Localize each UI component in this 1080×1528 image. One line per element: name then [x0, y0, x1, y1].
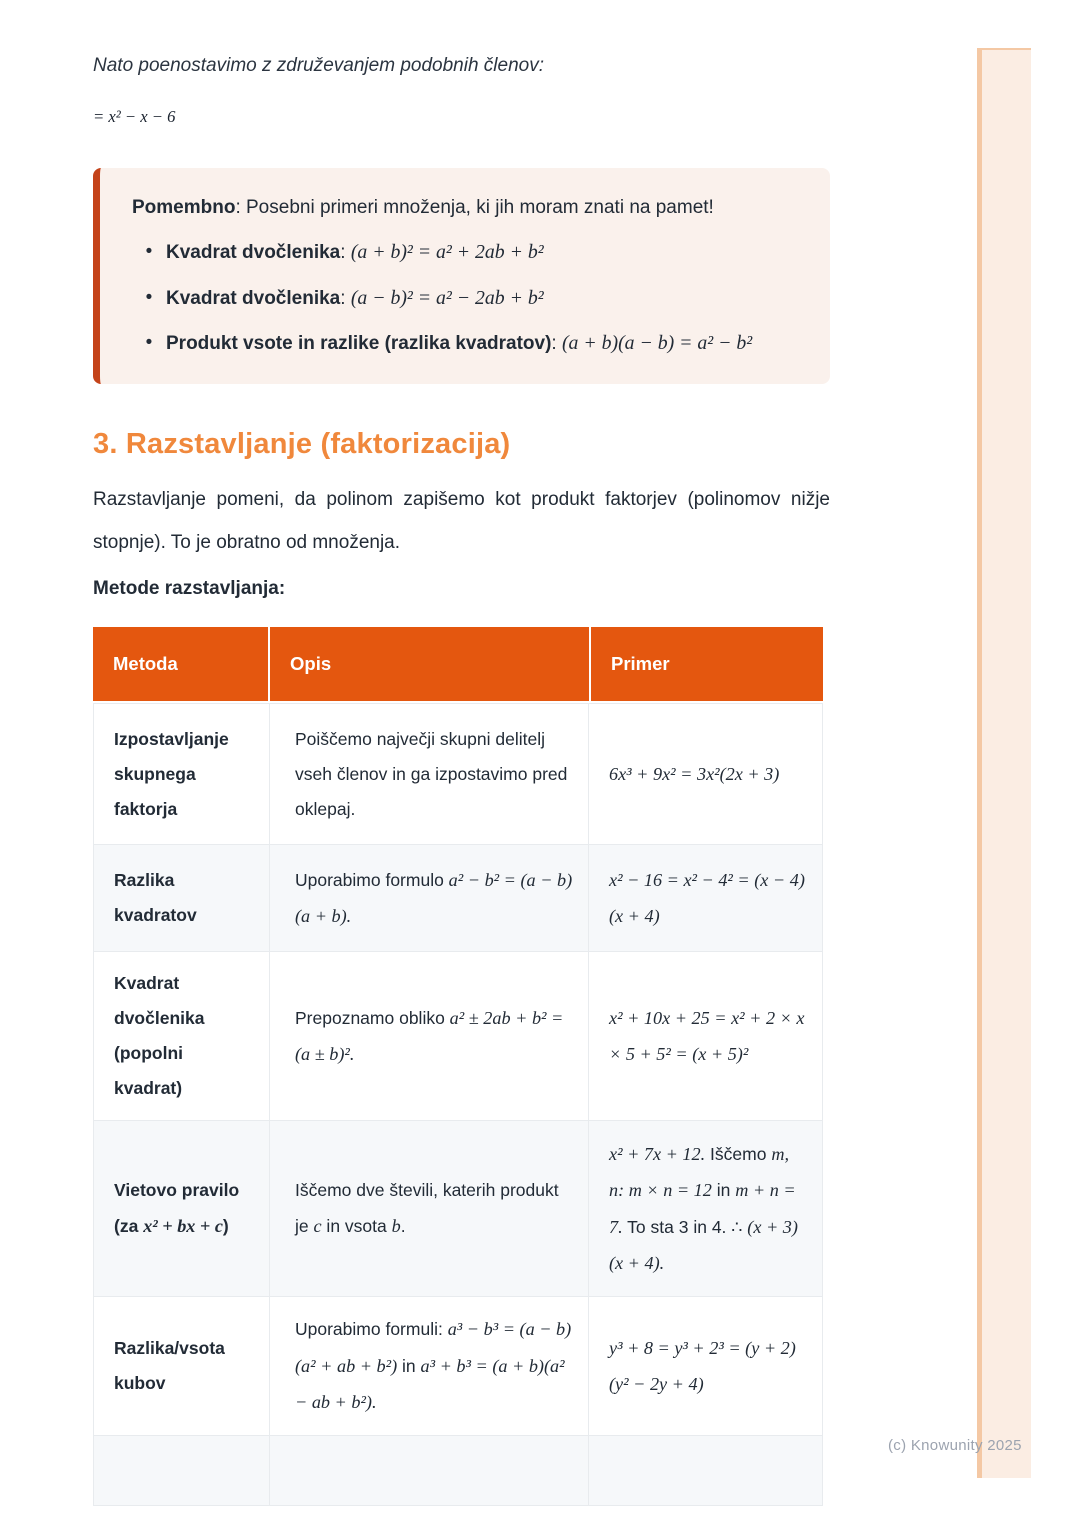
- text-segment: Uporabimo formulo: [295, 869, 449, 890]
- math-text: x² − 16 = x² − 4² = (x − 4)(x + 4): [609, 869, 805, 927]
- callout-list-item: [132, 283, 800, 314]
- cell-opis: [269, 1297, 588, 1434]
- callout-item-text: [166, 237, 800, 268]
- cell-text: [609, 1330, 808, 1403]
- cell-text: [114, 1331, 255, 1401]
- text-segment: Razlika kvadratov: [114, 870, 197, 926]
- cell-opis: [269, 952, 588, 1120]
- cell-opis: [269, 1436, 588, 1505]
- text-segment: To sta 3 in 4. ∴: [622, 1216, 748, 1237]
- math-text: (a + b)(a − b) = a² − b²: [561, 332, 753, 355]
- text-segment: Izpostavljanje skupnega faktorja: [114, 728, 229, 819]
- text-segment: : Posebni primeri množenja, ki jih moram znati na pamet!: [235, 196, 714, 218]
- cell-text: [114, 1173, 255, 1244]
- cell-text: [295, 722, 574, 827]
- important-callout: [93, 168, 830, 384]
- cell-opis: [269, 704, 588, 844]
- table-body: [93, 703, 823, 1505]
- table-header-metoda: Metoda: [93, 627, 268, 701]
- cell-text: [609, 756, 808, 792]
- lead-text: Nato poenostavimo z združevanjem podobnih členov:: [93, 55, 544, 76]
- inline-equation: = x² − x − 6: [93, 106, 176, 126]
- text-segment: Kvadrat dvočlenika (popolni kvadrat): [114, 973, 205, 1099]
- page-content: [93, 0, 830, 1506]
- cell-text: [295, 862, 574, 935]
- cell-text: [609, 862, 808, 935]
- cell-primer: [588, 1436, 822, 1505]
- text-segment: ): [222, 1216, 229, 1237]
- callout-list-item: [132, 237, 800, 268]
- table-row: [94, 951, 822, 1120]
- cell-text: [114, 722, 255, 827]
- cell-primer: [588, 1297, 822, 1434]
- text-segment: Produkt vsote in razlike (razlika kvadratov): [166, 333, 552, 355]
- text-segment: Iščemo: [705, 1144, 772, 1165]
- bullet-icon: •: [145, 240, 153, 262]
- text-segment: Poiščemo največji skupni delitelj vseh členov in ga izpostavimo pred oklepaj.: [295, 728, 568, 819]
- table-row: [94, 1435, 822, 1505]
- text-segment: Kvadrat dvočlenika: [166, 241, 341, 263]
- text-segment: Kvadrat dvočlenika: [166, 287, 341, 309]
- math-text: m, n: m × n = 12: [609, 1144, 789, 1201]
- cell-primer: [588, 845, 822, 951]
- math-text: (a − b)² = a² − 2ab + b²: [350, 286, 544, 309]
- cell-metoda: [94, 952, 269, 1120]
- cell-primer: [588, 704, 822, 844]
- methods-table: [93, 627, 823, 1505]
- copyright-text: (c) Knowunity 2025: [888, 1437, 1022, 1454]
- cell-opis: [269, 845, 588, 951]
- text-segment: :: [551, 333, 562, 355]
- math-text: a³ + b³ = (a + b)(a² − ab + b²).: [295, 1355, 565, 1413]
- callout-list: [132, 237, 800, 359]
- cell-metoda: [94, 1436, 269, 1505]
- math-text: y³ + 8 = y³ + 2³ = (y + 2)(y² − 2y + 4): [609, 1337, 796, 1394]
- text-segment: Vietovo pravilo (za: [114, 1180, 240, 1237]
- math-text: b: [391, 1216, 401, 1237]
- text-segment: .: [400, 1216, 406, 1237]
- math-text: (x + 3)(x + 4).: [609, 1216, 798, 1274]
- text-segment: :: [340, 241, 351, 263]
- cell-text: [295, 1173, 574, 1244]
- side-stripe-decoration: [977, 48, 1031, 1478]
- cell-metoda: [94, 845, 269, 951]
- cell-metoda: [94, 1121, 269, 1296]
- math-text: a³ − b³ = (a − b)(a² + ab + b²): [295, 1319, 572, 1376]
- callout-title: [132, 193, 800, 222]
- cell-metoda: [94, 1297, 269, 1434]
- callout-item-text: [166, 283, 800, 314]
- callout-list-item: [132, 328, 800, 359]
- math-text: x² + 7x + 12.: [609, 1144, 706, 1165]
- cell-text: [114, 863, 255, 933]
- section-heading: 3. Razstavljanje (faktorizacija): [93, 427, 511, 460]
- callout-item-text: [166, 328, 800, 359]
- math-text: (a + b)² = a² + 2ab + b²: [350, 240, 544, 263]
- text-segment: Uporabimo formuli:: [295, 1319, 448, 1340]
- text-segment: in vsota: [321, 1216, 392, 1237]
- math-text: m + n = 7.: [609, 1180, 796, 1237]
- bullet-icon: •: [145, 286, 153, 308]
- cell-metoda: [94, 704, 269, 844]
- text-segment: Iščemo dve števili, katerih produkt je: [295, 1180, 559, 1237]
- table-header-opis: Opis: [270, 627, 589, 701]
- cell-text: [295, 1000, 574, 1073]
- text-segment: Prepoznamo obliko: [295, 1007, 450, 1028]
- table-header-row: [93, 627, 823, 701]
- table-row: [94, 1296, 822, 1434]
- cell-text: [114, 966, 255, 1106]
- text-segment: :: [340, 287, 351, 309]
- cell-text: [295, 1311, 574, 1420]
- table-row: [94, 844, 822, 951]
- table-header-primer: Primer: [591, 627, 823, 701]
- math-text: x² + 10x + 25 = x² + 2 × x × 5 + 5² = (x + 5)²: [609, 1007, 805, 1065]
- bullet-icon: •: [145, 332, 153, 354]
- intro-paragraph: Razstavljanje pomeni, da polinom zapišemo kot produkt faktorjev (polinomov nižje stopnje). To je obratno od množenja.: [93, 488, 830, 553]
- text-segment: in: [397, 1355, 421, 1376]
- math-text: a² − b² = (a − b)(a + b).: [295, 869, 573, 927]
- text-segment: in: [711, 1180, 736, 1201]
- table-row: [94, 1120, 822, 1296]
- cell-primer: [588, 952, 822, 1120]
- math-text: a² ± 2ab + b² = (a ± b)².: [295, 1007, 564, 1065]
- cell-opis: [269, 1121, 588, 1296]
- text-segment: Razlika/vsota kubov: [114, 1337, 225, 1393]
- methods-subheading: Metode razstavljanja:: [93, 578, 286, 600]
- cell-primer: [588, 1121, 822, 1296]
- math-text: c: [313, 1216, 322, 1237]
- cell-text: [609, 1136, 808, 1282]
- cell-text: [609, 1000, 808, 1073]
- math-text: x² + bx + c: [143, 1216, 223, 1237]
- table-row: [94, 704, 822, 844]
- math-text: 6x³ + 9x² = 3x²(2x + 3): [609, 764, 780, 785]
- text-segment: Pomembno: [132, 196, 236, 218]
